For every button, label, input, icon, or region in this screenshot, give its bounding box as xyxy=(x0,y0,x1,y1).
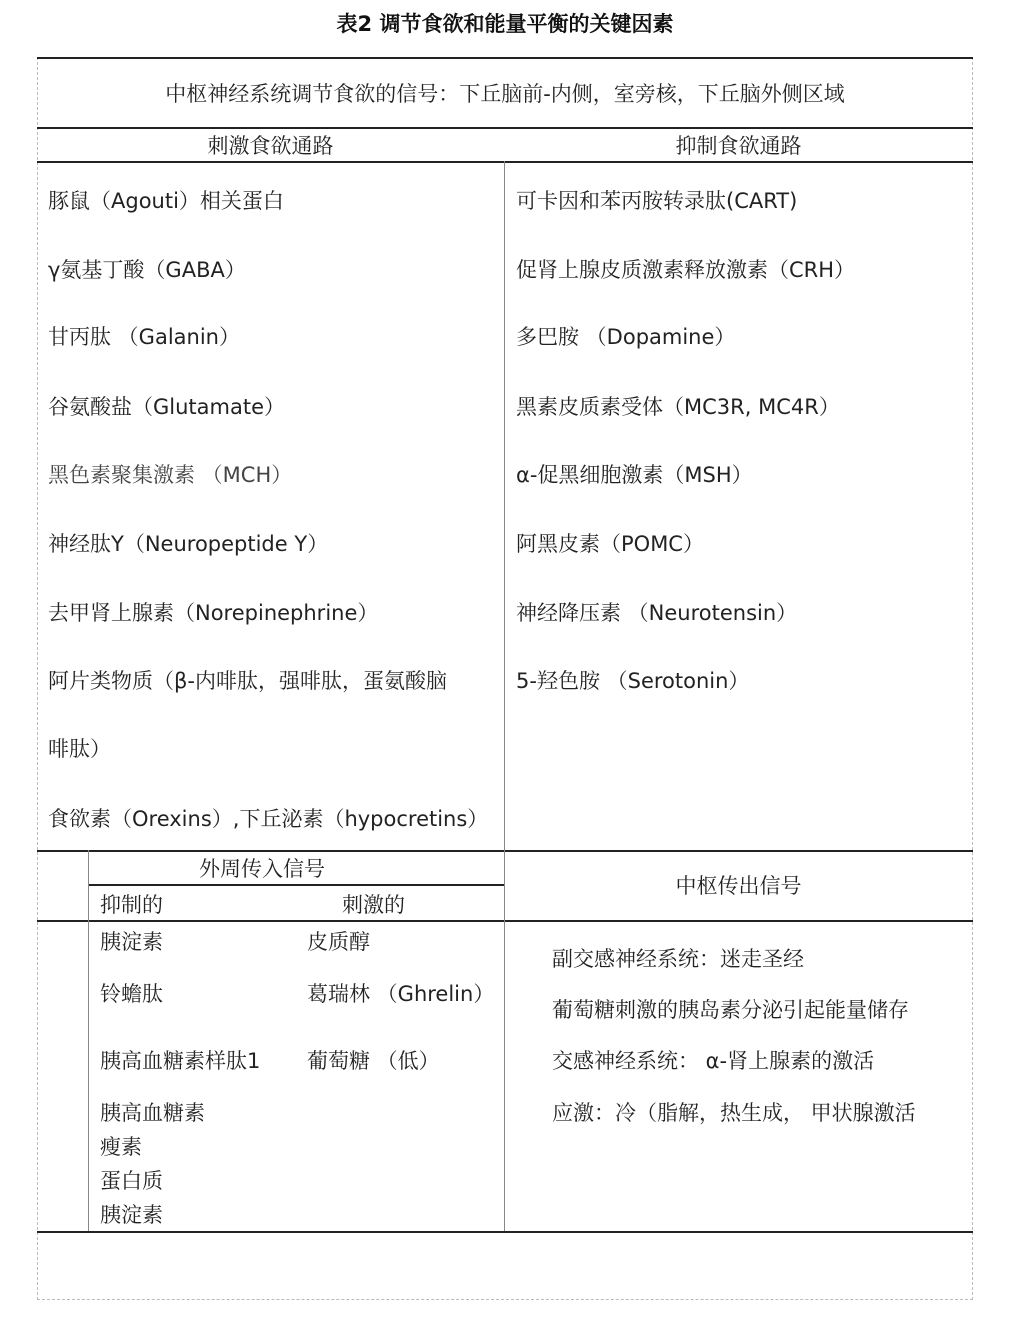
peripheral-inhibitory-item: 蛋白质 xyxy=(100,1169,163,1193)
inhibitory-header: 抑制食欲通路 xyxy=(675,134,802,158)
peripheral-inhibitory-item: 胰淀素 xyxy=(100,930,163,954)
peripheral-stimulatory-item: 皮质醇 xyxy=(307,930,370,954)
stimulatory-item: 阿片类物质（β-内啡肽，强啡肽，蛋氨酸脑 xyxy=(48,669,447,693)
stimulatory-item: γ氨基丁酸（GABA） xyxy=(48,258,246,282)
peripheral-inhibitory-item: 胰高血糖素样肽1 xyxy=(100,1049,261,1073)
central-output-item: 交感神经系统： α-肾上腺素的激活 xyxy=(552,1049,875,1073)
inhibitory-item: 5-羟色胺 （Serotonin） xyxy=(516,669,750,693)
inhibitory-item: 黑素皮质素受体（MC3R, MC4R） xyxy=(516,395,840,419)
inhibitory-item: α-促黑细胞激素（MSH） xyxy=(516,463,753,487)
rule-pathways-bottom xyxy=(37,850,973,852)
peripheral-inhibitory-item: 瘦素 xyxy=(100,1135,142,1159)
stimulatory-item: 食欲素（Orexins）,下丘泌素（hypocretins） xyxy=(48,807,489,831)
rule-bottom xyxy=(37,1231,973,1233)
peripheral-stimulatory-item: 葡萄糖 （低） xyxy=(307,1049,440,1073)
inhibitory-item: 多巴胺 （Dopamine） xyxy=(516,325,736,349)
inhibitory-item: 阿黑皮素（POMC） xyxy=(516,532,704,556)
peripheral-inhibitory-header: 抑制的 xyxy=(100,893,163,917)
stimulatory-item: 黑色素聚集激素 （MCH） xyxy=(48,463,293,487)
rule-top xyxy=(37,57,973,59)
peripheral-stimulatory-header: 刺激的 xyxy=(342,893,405,917)
table-title: 表2 调节食欲和能量平衡的关键因素 xyxy=(336,12,674,36)
rule-cns-bottom xyxy=(37,127,973,129)
stimulatory-item: 神经肽Y（Neuropeptide Y） xyxy=(48,532,329,556)
cns-header: 中枢神经系统调节食欲的信号：下丘脑前-内侧，室旁核，下丘脑外侧区域 xyxy=(165,82,845,106)
central-output-item: 应激：冷（脂解，热生成， 甲状腺激活 xyxy=(552,1101,916,1125)
stimulatory-item: 谷氨酸盐（Glutamate） xyxy=(48,395,285,419)
peripheral-inhibitory-item: 胰淀素 xyxy=(100,1203,163,1227)
central-output-item: 葡萄糖刺激的胰岛素分泌引起能量储存 xyxy=(552,998,909,1022)
stimulatory-header: 刺激食欲通路 xyxy=(207,134,334,158)
stimulatory-item: 啡肽） xyxy=(48,737,111,761)
stimulatory-item: 去甲肾上腺素（Norepinephrine） xyxy=(48,601,379,625)
peripheral-header: 外周传入信号 xyxy=(199,857,325,881)
divider-center xyxy=(504,161,505,1231)
rule-peripheral-sub xyxy=(88,884,504,886)
inhibitory-item: 可卡因和苯丙胺转录肽(CART) xyxy=(516,189,798,213)
stimulatory-item: 甘丙肽 （Galanin） xyxy=(48,325,240,349)
peripheral-inhibitory-item: 胰高血糖素 xyxy=(100,1101,205,1125)
stimulatory-item: 豚鼠（Agouti）相关蛋白 xyxy=(48,189,284,213)
central-output-item: 副交感神经系统：迷走圣经 xyxy=(552,947,804,971)
peripheral-stimulatory-item: 葛瑞林 （Ghrelin） xyxy=(307,982,495,1006)
peripheral-inhibitory-item: 铃蟾肽 xyxy=(100,982,163,1006)
inhibitory-item: 神经降压素 （Neurotensin） xyxy=(516,601,798,625)
central-output-header: 中枢传出信号 xyxy=(675,874,802,898)
divider-indent xyxy=(88,850,89,1231)
inhibitory-item: 促肾上腺皮质激素释放激素（CRH） xyxy=(516,258,856,282)
rule-peripheral-head-bottom xyxy=(37,920,973,922)
rule-colhead-bottom xyxy=(37,161,973,163)
